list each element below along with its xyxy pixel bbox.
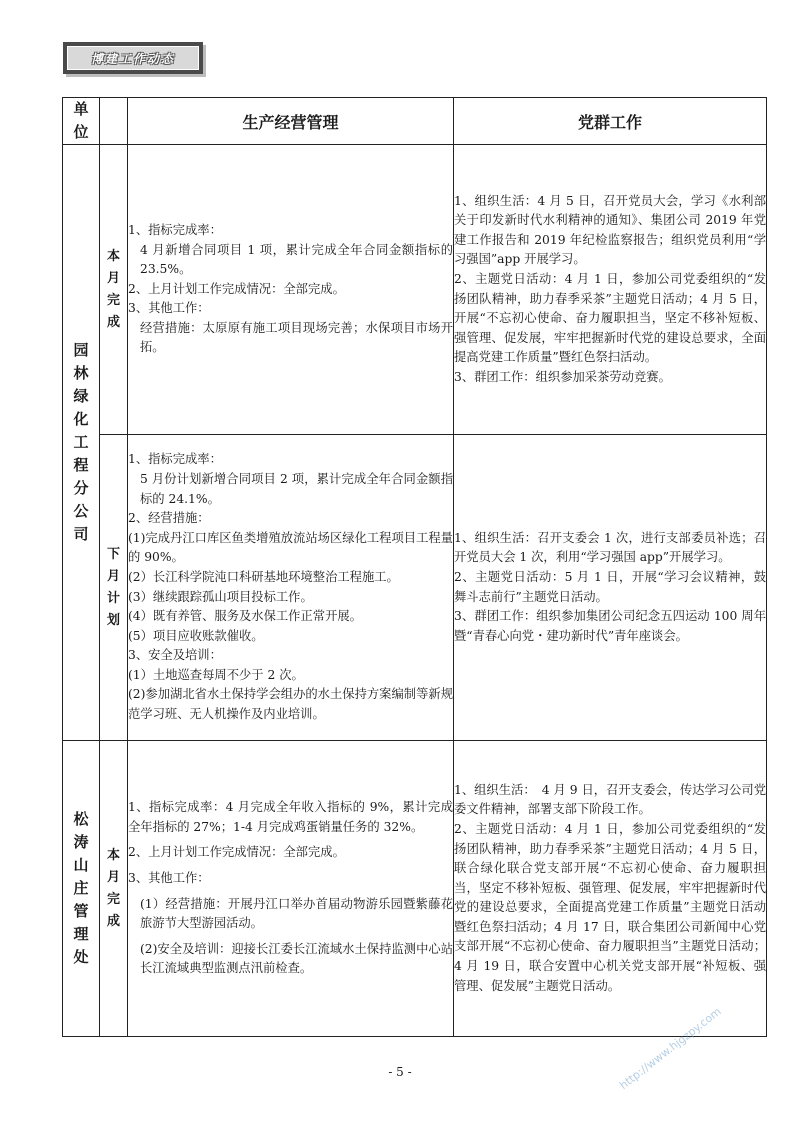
list-item: 经营措施：太原原有施工项目现场完善；水保项目市场开拓。 <box>140 320 453 355</box>
list-item: 1、组织生活：4 月 5 日，召开党员大会，学习《水利部关于印发新时代水利精神的通知》、集团公司 2019 年党建工作报告和 2019 年纪检监察报告；组织党员利用“学习强国”app 开展学习。 <box>454 193 766 267</box>
unit-cell: 松涛山庄管理处 <box>63 741 100 1037</box>
section-banner <box>63 42 203 74</box>
banner-title: 博建工作动态 <box>67 46 199 70</box>
list-item: (2)参加湖北省水土保持学会组办的水土保持方案编制等新规范学习班、无人机操作及内业培训。 <box>128 687 453 722</box>
period-cell: 下月计划 <box>100 435 128 741</box>
list-item: 3、其他工作： <box>128 870 210 885</box>
watermark: http://www.hjgzpy.com <box>617 1004 724 1093</box>
header-period <box>100 98 128 145</box>
list-item: 2、主题党日活动：4 月 1 日，参加公司党委组织的“发扬团队精神，助力春季采茶”主题党日活动；4 月 5 日，开展“不忘初心使命、奋力履职担当，坚定不移补短板、强管理、促发展，牢牢把握新时代党的建设总要求，全面提高党建工作质量”暨红色祭扫活动。 <box>454 271 766 365</box>
list-item: 2、上月计划工作完成情况：全部完成。 <box>128 845 345 860</box>
list-item: 3、群团工作：组织参加集团公司纪念五四运动 100 周年暨“青春心向党・建功新时代”青年座谈会。 <box>454 609 766 643</box>
production-cell <box>128 435 454 741</box>
list-item: (1）土地巡查每周不少于 2 次。 <box>128 667 304 682</box>
list-item: (2）长江科学院沌口科研基地环境整治工程施工。 <box>128 569 399 584</box>
party-cell <box>454 145 767 435</box>
list-item: 1、指标完成率： <box>128 452 222 467</box>
list-item: 1、组织生活： 4 月 9 日，召开支委会，传达学习公司党委文件精神，部署支部下阶段工作。 <box>454 782 766 817</box>
table-header-row <box>63 98 767 145</box>
list-item: (2)安全及培训：迎接长江委长江流域水土保持监测中心站长江流域典型监测点汛前检查。 <box>140 941 453 976</box>
list-item: (3）继续跟踪孤山项目投标工作。 <box>128 589 313 604</box>
period-cell: 本月完成 <box>100 741 128 1037</box>
table-row <box>63 145 767 435</box>
list-item: 1、组织生活：召开支委会 1 次，进行支部委员补选；召开党员大会 1 次，利用“学习强国 app”开展学习。 <box>454 530 766 565</box>
list-item: (1）经营措施：开展丹江口举办首届动物游乐园暨紫藤花旅游节大型游园活动。 <box>140 896 453 931</box>
list-item: 2、主题党日活动：5 月 1 日，开展“学习会议精神，鼓舞斗志前行”主题党日活动。 <box>454 569 766 604</box>
list-item: 2、上月计划工作完成情况：全部完成。 <box>128 281 345 296</box>
list-item: 5 月份计划新增合同项目 2 项，累计完成全年合同金额指标的 24.1%。 <box>140 471 453 506</box>
list-item: 3、安全及培训： <box>128 648 222 663</box>
list-item: 3、其他工作： <box>128 301 210 316</box>
header-party: 党群工作 <box>454 98 767 145</box>
list-item: 1、指标完成率：4 月完成全年收入指标的 9%，累计完成全年指标的 27%；1-4 月完成鸡蛋销量任务的 32%。 <box>128 800 453 834</box>
table-row <box>63 741 767 1037</box>
party-cell <box>454 741 767 1037</box>
unit-cell: 园林绿化工程分公司 <box>63 145 100 741</box>
list-item: (4）既有养管、服务及水保工作正常开展。 <box>128 609 362 624</box>
list-item: 2、主题党日活动：4 月 1 日，参加公司党委组织的“发扬团队精神，助力春季采茶”主题党日活动；4 月 5 日，联合绿化联合党支部开展“不忘初心使命、奋力履职担当，坚定不移补短板、强管理、促发展，牢牢把握新时代党的建设总要求，全面提高党建工作质量”主题党日活动暨红色祭扫活动；4 月 17 日，联合集团公司新闻中心党支部开展“不忘初心使命、奋力履职担当”主题党日活动；4 月 19 日，联合安置中心机关党支部开展“补短板、强管理、促发展”主题党日活动。 <box>454 821 766 993</box>
page-number: - 5 - <box>388 1065 412 1079</box>
list-item: 3、群团工作：组织参加采茶劳动竞赛。 <box>454 369 671 384</box>
work-report-table <box>62 97 767 1037</box>
header-production: 生产经营管理 <box>128 98 454 145</box>
list-item: (1)完成丹江口库区鱼类增殖放流站场区绿化工程项目工程量的 90%。 <box>128 530 453 565</box>
list-item: (5）项目应收账款催收。 <box>128 628 264 643</box>
list-item: 1、指标完成率： <box>128 222 222 237</box>
list-item: 2、经营措施： <box>128 511 210 526</box>
table-row <box>63 435 767 741</box>
list-item: 4 月新增合同项目 1 项，累计完成全年合同金额指标的 23.5%。 <box>140 242 453 277</box>
header-unit: 单位 <box>63 98 100 145</box>
period-cell: 本月完成 <box>100 145 128 435</box>
party-cell <box>454 435 767 741</box>
production-cell <box>128 741 454 1037</box>
production-cell <box>128 145 454 435</box>
